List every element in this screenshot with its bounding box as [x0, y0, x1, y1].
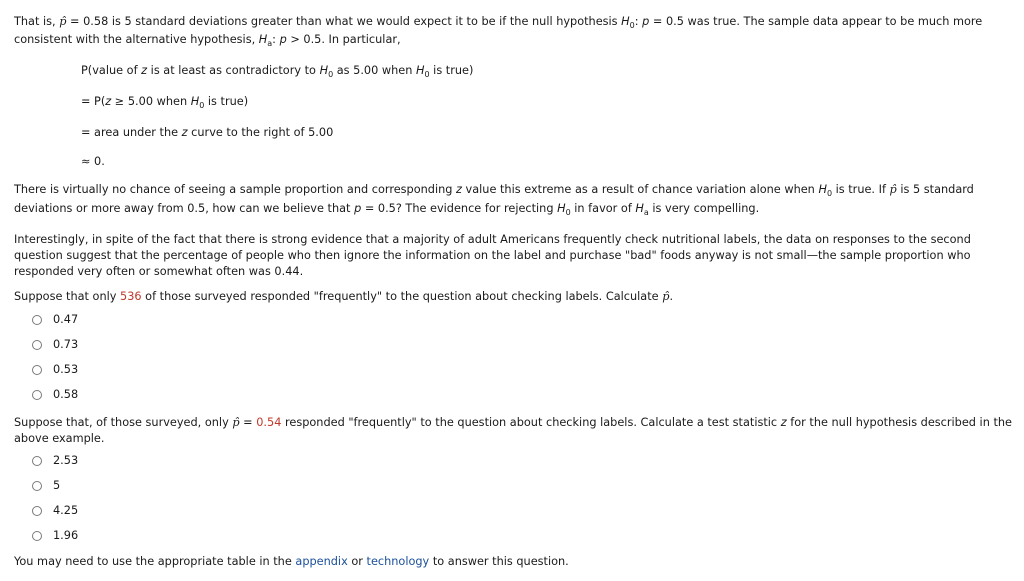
radio-button[interactable] — [32, 365, 42, 375]
text: for the null hypothesis described in the — [786, 416, 1012, 429]
text: : — [634, 15, 643, 28]
text: = 0.5? The evidence for rejecting — [361, 202, 558, 215]
z-symbol: z — [105, 95, 112, 108]
derivation-step-4 — [81, 155, 105, 168]
intro-paragraph — [14, 14, 1014, 48]
option-label: 0.53 — [53, 363, 79, 376]
text: = — [239, 416, 257, 429]
text: You may need to use the appropriate table in the — [14, 555, 296, 568]
derivation-step-2 — [81, 95, 248, 108]
p-hat-symbol: p̂ — [59, 15, 67, 28]
subscript: a — [267, 39, 273, 48]
text: value this extreme as a result of chance variation alone when — [461, 183, 819, 196]
q1-option-2[interactable] — [32, 337, 78, 353]
h-symbol: H — [416, 64, 425, 77]
radio-button[interactable] — [32, 506, 42, 516]
appendix-link[interactable]: appendix — [295, 555, 348, 568]
q2-option-1[interactable] — [32, 453, 78, 469]
p-hat-symbol: p̂ — [662, 290, 670, 303]
text: = 0.5 was true. The sample data appear to be much more — [649, 15, 983, 28]
subscript: a — [643, 208, 649, 217]
intro-line-1 — [14, 14, 1014, 30]
highlighted-number: 0.54 — [256, 416, 282, 429]
h-symbol: H — [635, 202, 644, 215]
text: of those surveyed responded "frequently" to the question about checking labels. Calculate — [141, 290, 663, 303]
radio-button[interactable] — [32, 481, 42, 491]
context-line-3: responded very often or somewhat often was 0.44. — [14, 265, 304, 278]
option-label: 1.96 — [53, 529, 79, 542]
derivation-step-1 — [81, 64, 473, 77]
context-paragraph — [14, 232, 1014, 280]
p-hat-symbol: p̂ — [889, 183, 897, 196]
subscript: 0 — [565, 208, 571, 217]
subscript: 0 — [629, 21, 635, 30]
context-line-2: question suggest that the percentage of people who then ignore the information on the label and purchase "bad" foods anyway is not small—the sample proportion who — [14, 249, 971, 262]
z-symbol: z — [780, 416, 787, 429]
p-symbol: p — [354, 202, 362, 215]
evidence-line-1 — [14, 182, 1014, 198]
z-symbol: z — [181, 126, 188, 139]
q1-option-3[interactable] — [32, 362, 78, 378]
q2-option-4[interactable] — [32, 528, 78, 544]
text: ≥ 5.00 when — [111, 95, 191, 108]
p-symbol: p — [642, 15, 650, 28]
subscript: 0 — [199, 101, 205, 110]
q2-option-3[interactable] — [32, 503, 78, 519]
z-symbol: z — [456, 183, 462, 196]
text: is true) — [204, 95, 249, 108]
text: Suppose that only — [14, 290, 121, 303]
option-label: 4.25 — [53, 504, 79, 517]
text: or — [347, 555, 367, 568]
text: as 5.00 when — [333, 64, 416, 77]
radio-button[interactable] — [32, 315, 42, 325]
subscript: 0 — [826, 189, 833, 198]
h-symbol: H — [319, 64, 329, 77]
p-symbol: p — [279, 33, 287, 46]
option-label: 5 — [53, 479, 61, 492]
q1-option-1[interactable] — [32, 312, 78, 328]
question-1-prompt — [14, 290, 673, 303]
evidence-line-2 — [14, 201, 1014, 217]
footer-note — [14, 555, 569, 568]
text: curve to the right of 5.00 — [187, 126, 334, 139]
subscript: 0 — [328, 70, 334, 79]
question-2-prompt — [14, 415, 1014, 447]
text: is true. If — [832, 183, 890, 196]
subscript: 0 — [424, 70, 430, 79]
z-symbol: z — [141, 64, 148, 77]
technology-link[interactable]: technology — [366, 555, 430, 568]
text: P(value of — [81, 64, 142, 77]
text: : — [272, 33, 280, 46]
context-line-1: Interestingly, in spite of the fact that there is strong evidence that a majority of adult Americans frequently check nutritional labels, the data on responses to the second — [14, 233, 971, 246]
text: consistent with the alternative hypothesis, — [14, 33, 259, 46]
text: is at least as contradictory to — [147, 64, 320, 77]
text: That is, — [14, 15, 60, 28]
radio-button[interactable] — [32, 531, 42, 541]
text: is very compelling. — [648, 202, 760, 215]
radio-button[interactable] — [32, 340, 42, 350]
h-symbol: H — [557, 202, 566, 215]
p-hat-symbol: p̂ — [232, 416, 240, 429]
text: deviations or more away from 0.5, how can we believe that — [14, 202, 355, 215]
text: to answer this question. — [429, 555, 569, 568]
text: = P( — [81, 95, 106, 108]
q1-option-4[interactable] — [32, 387, 78, 403]
text: > 0.5. In particular, — [286, 33, 401, 46]
h-symbol: H — [258, 33, 268, 46]
intro-line-2 — [14, 32, 1014, 48]
h-symbol: H — [621, 15, 630, 28]
text: . — [669, 290, 674, 303]
question-2-line-1 — [14, 415, 1014, 431]
text: There is virtually no chance of seeing a sample proportion and corresponding — [14, 183, 457, 196]
radio-button[interactable] — [32, 456, 42, 466]
derivation-step-3 — [81, 126, 333, 139]
option-label: 2.53 — [53, 454, 79, 467]
text: ≈ 0. — [81, 155, 105, 168]
text: is true) — [429, 64, 474, 77]
text: in favor of — [570, 202, 636, 215]
option-label: 0.47 — [53, 313, 79, 326]
question-2-line-2: above example. — [14, 432, 105, 445]
highlighted-number: 536 — [120, 290, 142, 303]
h-symbol: H — [190, 95, 200, 108]
h-symbol: H — [818, 183, 827, 196]
text: = area under the — [81, 126, 182, 139]
radio-button[interactable] — [32, 390, 42, 400]
evidence-paragraph — [14, 182, 1014, 217]
text: Suppose that, of those surveyed, only — [14, 416, 233, 429]
text: responded "frequently" to the question about checking labels. Calculate a test statistic — [281, 416, 781, 429]
q2-option-2[interactable] — [32, 478, 60, 494]
option-label: 0.58 — [53, 388, 79, 401]
text: = 0.58 is 5 standard deviations greater than what we would expect it to be if the null hypothesis — [66, 15, 622, 28]
text: is 5 standard — [896, 183, 974, 196]
option-label: 0.73 — [53, 338, 79, 351]
